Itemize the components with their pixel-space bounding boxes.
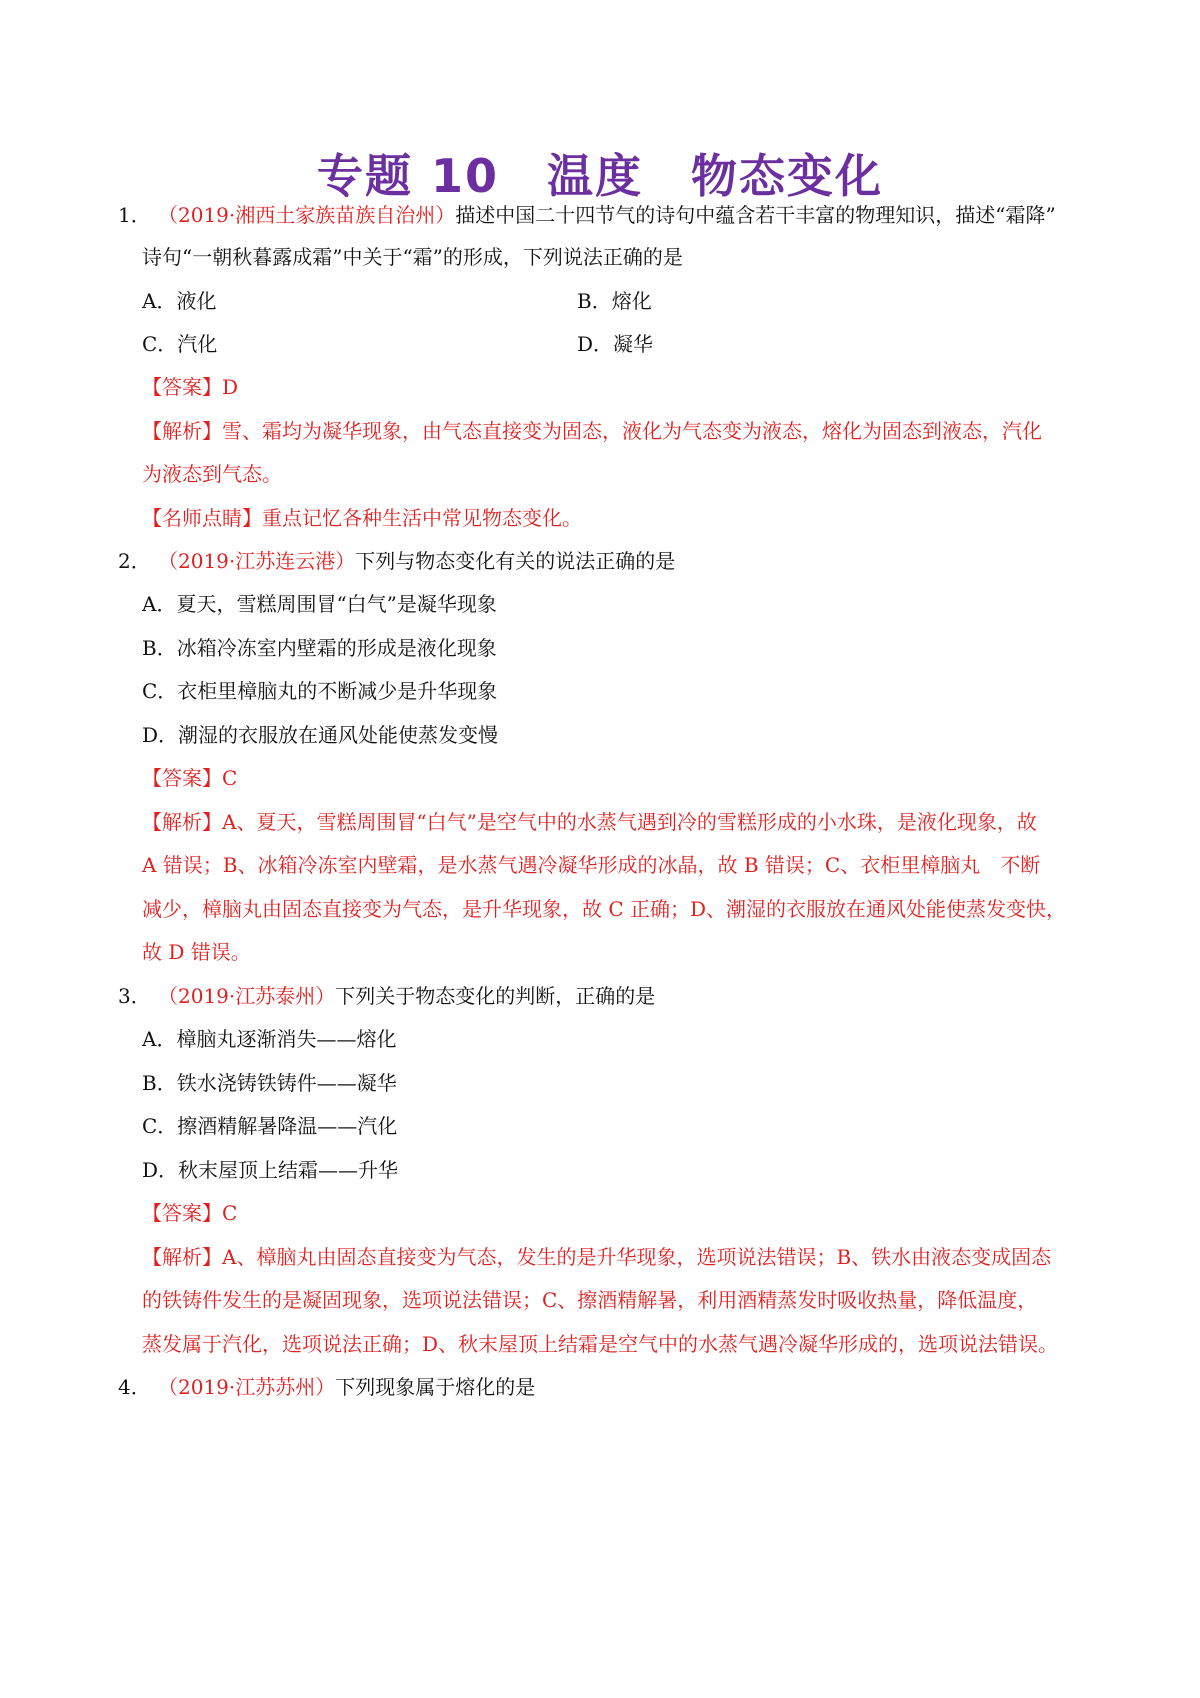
question-number: 2．	[118, 549, 151, 573]
question-stem-text: 描述中国二十四节气的诗句中蕴含若干丰富的物理知识，描述“霜降”	[455, 203, 1056, 227]
option-a: A．樟脑丸逐渐消失——熔化	[142, 1027, 397, 1051]
option-b: B．熔化	[577, 289, 652, 313]
analysis-text: A、夏天，雪糕周围冒“白气”是空气中的水蒸气遇到冷的雪糕形成的小水珠，是液化现象，故	[222, 810, 1037, 834]
analysis-text: 雪、霜均为凝华现象，由气态直接变为固态，液化为气态变为液态，熔化为固态到液态，汽化	[222, 419, 1042, 443]
answer-line	[142, 373, 238, 401]
analysis-line	[142, 417, 1042, 445]
page-title: 专题 10 温度 物态变化	[316, 149, 884, 203]
question-stem	[158, 982, 655, 1010]
option-a: A．夏天，雪糕周围冒“白气”是凝华现象	[142, 592, 497, 616]
answer-line	[142, 1199, 237, 1227]
question-stem-text: 下列关于物态变化的判断，正确的是	[335, 984, 656, 1008]
analysis-tag: 【解析】	[142, 419, 222, 443]
option-c: C．衣柜里樟脑丸的不断减少是升华现象	[142, 679, 498, 703]
question-stem	[158, 547, 675, 575]
analysis-line: 的铁铸件发生的是凝固现象，选项说法错误；C、擦酒精解暑，利用酒精蒸发时吸收热量，降低温度，	[142, 1288, 1038, 1312]
answer-value: C	[222, 1201, 238, 1225]
analysis-tag: 【解析】	[142, 810, 222, 834]
question-number: 4．	[118, 1375, 151, 1399]
question-stem-text: 下列与物态变化有关的说法正确的是	[355, 549, 676, 573]
answer-tag: 【答案】	[142, 375, 222, 399]
analysis-line: 故 D 错误。	[142, 940, 251, 964]
question-stem	[158, 1373, 535, 1401]
question-stem	[158, 201, 1056, 229]
question-source: （2019·江苏连云港）	[158, 549, 356, 573]
question-source: （2019·湘西土家族苗族自治州）	[158, 203, 456, 227]
question-source: （2019·江苏泰州）	[158, 984, 336, 1008]
question-number: 3．	[118, 984, 151, 1008]
option-d: D．秋末屋顶上结霜——升华	[142, 1158, 399, 1182]
question-number: 1．	[118, 203, 151, 227]
analysis-line: 蒸发属于汽化，选项说法正确；D、秋末屋顶上结霜是空气中的水蒸气遇冷凝华形成的，选项说法错误。	[142, 1332, 1059, 1356]
analysis-line: 为液态到气态。	[142, 462, 282, 486]
analysis-line	[142, 1243, 1051, 1271]
tip-tag: 【名师点睛】	[142, 506, 262, 530]
analysis-text: A、樟脑丸由固态直接变为气态，发生的是升华现象，选项说法错误；B、铁水由液态变成固态	[222, 1245, 1052, 1269]
option-d: D．潮湿的衣服放在通风处能使蒸发变慢	[142, 723, 499, 747]
question-stem-text: 下列现象属于熔化的是	[335, 1375, 536, 1399]
answer-tag: 【答案】	[142, 766, 222, 790]
tip-text: 重点记忆各种生活中常见物态变化。	[262, 506, 582, 530]
analysis-tag: 【解析】	[142, 1245, 222, 1269]
option-c: C．汽化	[142, 332, 218, 356]
tip-line	[142, 504, 582, 532]
analysis-line: 减少，樟脑丸由固态直接变为气态，是升华现象，故 C 正确；D、潮湿的衣服放在通风处能使蒸发变快，	[142, 897, 1067, 921]
analysis-line	[142, 808, 1037, 836]
option-b: B．冰箱冷冻室内壁霜的形成是液化现象	[142, 636, 497, 660]
answer-line	[142, 764, 237, 792]
answer-tag: 【答案】	[142, 1201, 222, 1225]
option-c: C．擦酒精解暑降温——汽化	[142, 1114, 398, 1138]
question-source: （2019·江苏苏州）	[158, 1375, 336, 1399]
analysis-line: A 错误；B、冰箱冷冻室内壁霜，是水蒸气遇冷凝华形成的冰晶，故 B 错误；C、衣柜里樟脑丸 不断	[142, 853, 1041, 877]
option-a: A．液化	[142, 289, 217, 313]
option-d: D．凝华	[577, 332, 654, 356]
answer-value: C	[222, 766, 238, 790]
answer-value: D	[222, 375, 239, 399]
option-b: B．铁水浇铸铁铸件——凝华	[142, 1071, 397, 1095]
question-stem-line: 诗句“一朝秋暮露成霜”中关于“霜”的形成，下列说法正确的是	[142, 245, 683, 269]
